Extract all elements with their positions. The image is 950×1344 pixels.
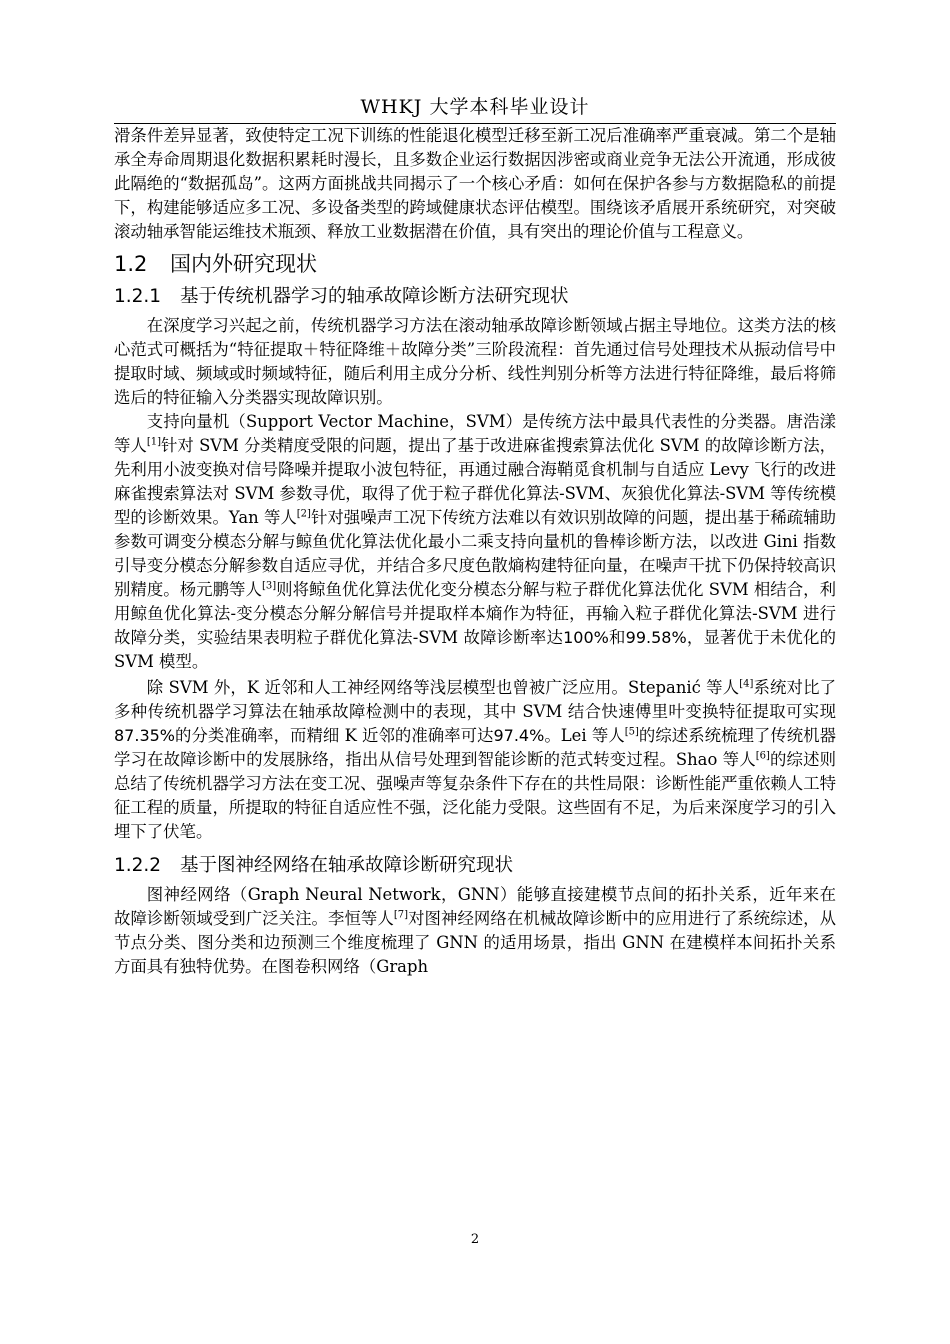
text-run: 针对强噪声工况下传统方法难以有效识别故障的问题，提出基于稀疏辅助参数可调变分模态分解与鲸鱼优化算法优化最小二乘支持向量机的鲁棒诊断方法，以改进 Gini 指数引导变分模态分解参数自适应寻优，并结合多尺度色散熵构建特征向量，在噪声干扰下仍保持较高识别精度。杨元鹏等人 <box>114 508 836 599</box>
text-run: 和 <box>608 628 626 647</box>
section-number: 1.2.1 <box>114 286 162 307</box>
text-run: 则将鲸鱼优化算法优化变分模态分解与粒子群优化算法优化 SVM 相结合，利用鲸鱼优化算法-变分模态分解分解信号并提取样本熵作为特征，再输入粒子群优化算法-SVM 进行故障分类，实验结果表明粒子群优化算法-SVM 故障诊断率达 <box>114 580 836 647</box>
text-run: 的综述则总结了传统机器学习方法在变工况、强噪声等复杂条件下存在的共性局限：诊断性能严重依赖人工特征工程的质量，所提取的特征自适应性不强，泛化能力受限。这些固有不足，为后来深度学习的引入埋下了伏笔。 <box>114 750 836 841</box>
text-run: 系统对比了多种传统机器学习算法在轴承故障检测中的表现，其中 SVM 结合快速傅里叶变换特征提取可实现 <box>114 678 836 721</box>
text-run: 针对 SVM 分类精度受限的问题，提出了基于改进麻雀搜索算法优化 SVM 的故障诊断方法，先利用小波变换对信号降噪并提取小波包特征，再通过融合海鞘觅食机制与自适应 Levy 飞行的改进麻雀搜索算法对 SVM 参数寻优，取得了优于粒子群优化算法-SVM、灰狼优化算法-SVM 等传统模型的诊断效果。Yan 等人 <box>114 436 836 527</box>
section-heading-1-2-1 <box>114 283 836 311</box>
citation-ref[interactable]: [1] <box>146 436 161 448</box>
text-run: 的分类准确率，而精细 K 近邻的准确率可达 <box>175 726 494 745</box>
numeric-value: 97.4% <box>493 726 545 745</box>
citation-ref[interactable]: [6] <box>755 750 770 762</box>
text-run: 。Lei 等人 <box>544 726 625 745</box>
section-heading-1-2-2 <box>114 852 836 880</box>
citation-ref[interactable]: [3] <box>261 580 277 592</box>
section-number: 1.2.2 <box>114 855 162 876</box>
page-header: WHKJ 大学本科毕业设计 <box>360 96 590 118</box>
section-heading-1-2 <box>114 249 836 279</box>
citation-ref[interactable]: [7] <box>393 909 409 921</box>
numeric-value: 87.35% <box>114 726 176 745</box>
text-run: 的综述系统梳理了传统机器学习在故障诊断中的发展脉络，指出从信号处理到智能诊断的范式转变过程。Shao 等人 <box>114 726 836 769</box>
citation-ref[interactable]: [4] <box>739 678 754 690</box>
section-number: 1.2 <box>114 252 148 276</box>
numeric-value: 100% <box>563 628 609 647</box>
text-run: 支持向量机（Support Vector Machine，SVM）是传统方法中最具代表性的分类器。唐浩漾等人 <box>114 412 836 455</box>
page-body <box>114 124 836 979</box>
text-run: 对图神经网络在机械故障诊断中的应用进行了系统综述，从节点分类、图分类和边预测三个维度梳理了 GNN 的适用场景，指出 GNN 在建模样本间拓扑关系方面具有独特优势。在图卷积网络（Graph <box>114 909 837 976</box>
numeric-value: 99.58% <box>625 628 687 647</box>
section-title: 基于传统机器学习的轴承故障诊断方法研究现状 <box>180 286 569 307</box>
section-title: 国内外研究现状 <box>170 252 317 276</box>
paragraph-gnn <box>114 883 836 979</box>
text-run: 图神经网络（Graph Neural Network，GNN）能够直接建模节点间的拓扑关系，近年来在故障诊断领域受到广泛关注。李恒等人 <box>114 885 836 928</box>
section-title: 基于图神经网络在轴承故障诊断研究现状 <box>180 855 514 876</box>
paragraph-traditional-ml: 在深度学习兴起之前，传统机器学习方法在滚动轴承故障诊断领域占据主导地位。这类方法的核心范式可概括为“特征提取＋特征降维＋故障分类”三阶段流程：首先通过信号处理技术从振动信号中提取时域、频域或时频域特征，随后利用主成分分析、线性判别分析等方法进行特征降维，最后将筛选后的特征输入分类器实现故障识别。 <box>114 316 836 407</box>
page-number: 2 <box>470 1232 480 1247</box>
text-run: 除 SVM 外，K 近邻和人工神经网络等浅层模型也曾被广泛应用。Stepanić 等人 <box>146 678 740 697</box>
citation-ref[interactable]: [5] <box>624 726 639 738</box>
citation-ref[interactable]: [2] <box>296 508 311 520</box>
paragraph-svm <box>114 410 836 674</box>
text-run: ，显著优于未优化的 SVM 模型。 <box>114 628 837 671</box>
paragraph-shallow-models <box>114 676 836 844</box>
paragraph-continuation: 滑条件差异显著，致使特定工况下训练的性能退化模型迁移至新工况后准确率严重衰减。第二个是轴承全寿命周期退化数据积累耗时漫长，且多数企业运行数据因涉密或商业竞争无法公开流通，形成彼此隔绝的“数据孤岛”。这两方面挑战共同揭示了一个核心矛盾：如何在保护各参与方数据隐私的前提下，构建能够适应多工况、多设备类型的跨域健康状态评估模型。围绕该矛盾展开系统研究，对突破滚动轴承智能运维技术瓶颈、释放工业数据潜在价值，具有突出的理论价值与工程意义。 <box>114 126 836 241</box>
